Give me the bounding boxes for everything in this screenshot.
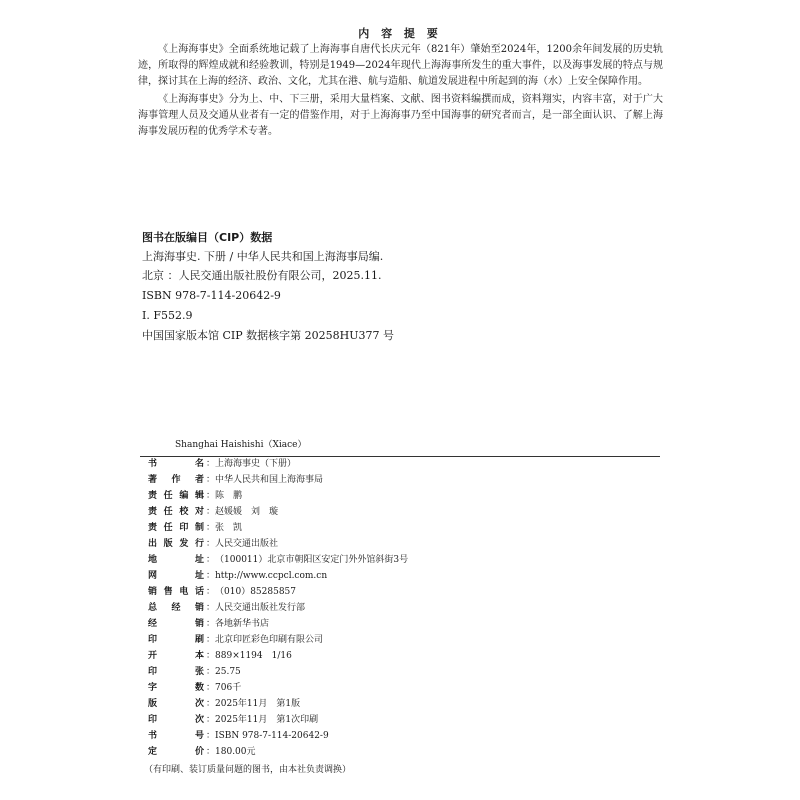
colophon-row: 地 址 ：（100011）北京市朝阳区安定门外外馆斜街3号 (148, 555, 409, 565)
colophon-label: 网 址 (148, 571, 204, 581)
colophon-row: 经 销 ：各地新华书店 (148, 619, 270, 629)
cip-line-record-number: 中国国家版本馆 CIP 数据核字第 20258HU377 号 (142, 329, 394, 342)
colophon-row: 印 次 ：2025年11月 第1次印刷 (148, 715, 319, 725)
colophon-label: 责任校对 (148, 507, 204, 517)
colophon-value: 2025年11月 第1版 (215, 699, 301, 709)
cip-line-publisher: 北京 ：人民交通出版社股份有限公司，2025.11. (142, 269, 382, 282)
colophon-label: 开 本 (148, 651, 204, 661)
colophon-row: 开 本 ：889×1194 1/16 (148, 651, 292, 661)
colophon-row: 销售电话 ：（010）85285857 (148, 587, 297, 597)
colophon-value: 张 凯 (215, 523, 243, 533)
colophon-label: 印 刷 (148, 635, 204, 645)
cip-line-title: 上海海事史. 下册 / 中华人民共和国上海海事局编. (142, 250, 384, 263)
summary-paragraph-1: 《上海海事史》全面系统地记载了上海海事自唐代长庆元年（821年）肇始至2024年，1200余年间发展的历史轨迹，所取得的辉煌成就和经验教训，特别是1949—2024年现代上海海事所发生的重大事件，以及海事发展的特点与规律，探讨其在上海的经济、政治、文化，尤其在港、航与造船、航道发展进程中所起到的海（水）上安全保障作用。 (138, 44, 663, 87)
colophon-value: ISBN 978-7-114-20642-9 (215, 731, 329, 741)
colophon-value: 889×1194 1/16 (215, 651, 292, 661)
colophon-label: 出版发行 (148, 539, 204, 549)
summary-title: 内 容 提 要 (358, 27, 442, 40)
pinyin-title: Shanghai Haishishi（Xiace） (175, 440, 307, 450)
colophon-row: 责任编辑 ：陈 鹏 (148, 491, 243, 501)
colophon-label: 定 价 (148, 747, 204, 757)
divider-rule (140, 456, 660, 457)
colophon-row: 责任校对 ：赵媛媛 刘 璇 (148, 507, 279, 517)
colophon-label: 著 作 者 (148, 475, 204, 485)
colophon-row: 字 数 ：706千 (148, 683, 242, 693)
colophon-row: 总 经 销 ：人民交通出版社发行部 (148, 603, 306, 613)
cip-line-classification: Ⅰ. F552.9 (142, 309, 193, 322)
colophon-row: 出版发行 ：人民交通出版社 (148, 539, 279, 549)
colophon-value: 706千 (215, 683, 242, 693)
colophon-label: 版 次 (148, 699, 204, 709)
colophon-value: 赵媛媛 刘 璇 (215, 507, 279, 517)
colophon-value: 人民交通出版社 (215, 539, 279, 549)
colophon-label: 书 名 (148, 459, 204, 469)
colophon-row: 版 次 ：2025年11月 第1版 (148, 699, 301, 709)
colophon-label: 地 址 (148, 555, 204, 565)
colophon-row: 网 址 ：http://www.ccpcl.com.cn (148, 571, 328, 581)
colophon-label: 字 数 (148, 683, 204, 693)
colophon-value: 陈 鹏 (215, 491, 243, 501)
colophon-label: 经 销 (148, 619, 204, 629)
summary-paragraph-2: 《上海海事史》分为上、中、下三册，采用大量档案、文献、图书资料编撰而成，资料翔实，内容丰富，对于广大海事管理人员及交通从业者有一定的借鉴作用，对于上海海事乃至中国海事的研究者而言，是一部全面认识、了解上海海事发展历程的优秀学术专著。 (138, 94, 663, 137)
colophon-value: （010）85285857 (215, 587, 297, 597)
colophon-value: 中华人民共和国上海海事局 (215, 475, 324, 485)
colophon-label: 书 号 (148, 731, 204, 741)
colophon-value: 人民交通出版社发行部 (215, 603, 306, 613)
colophon-value: （100011）北京市朝阳区安定门外外馆斜街3号 (215, 555, 409, 565)
colophon-row: 书 名 ：上海海事史（下册） (148, 459, 297, 469)
colophon-value: http://www.ccpcl.com.cn (215, 571, 328, 581)
colophon-value: 北京印匠彩色印刷有限公司 (215, 635, 324, 645)
cip-line-isbn: ISBN 978-7-114-20642-9 (142, 289, 281, 302)
colophon-row: 著 作 者 ：中华人民共和国上海海事局 (148, 475, 324, 485)
colophon-label: 销售电话 (148, 587, 204, 597)
colophon-value: 180.00元 (215, 747, 256, 757)
colophon-row: 责任印制 ：张 凯 (148, 523, 243, 533)
colophon-label: 印 次 (148, 715, 204, 725)
colophon-row: 定 价 ：180.00元 (148, 747, 256, 757)
colophon-label: 印 张 (148, 667, 204, 677)
colophon-value: 各地新华书店 (215, 619, 270, 629)
colophon-row: 印 张 ：25.75 (148, 667, 241, 677)
colophon-row: 印 刷 ：北京印匠彩色印刷有限公司 (148, 635, 324, 645)
colophon-value: 25.75 (215, 667, 241, 677)
colophon-label: 责任印制 (148, 523, 204, 533)
cip-heading: 图书在版编目（CIP）数据 (142, 231, 273, 244)
colophon-value: 上海海事史（下册） (215, 459, 297, 469)
colophon-label: 总 经 销 (148, 603, 204, 613)
colophon-label: 责任编辑 (148, 491, 204, 501)
colophon-row: 书 号 ：ISBN 978-7-114-20642-9 (148, 731, 329, 741)
colophon-value: 2025年11月 第1次印刷 (215, 715, 319, 725)
footer-note: （有印刷、装订质量问题的图书，由本社负责调换） (144, 765, 352, 775)
